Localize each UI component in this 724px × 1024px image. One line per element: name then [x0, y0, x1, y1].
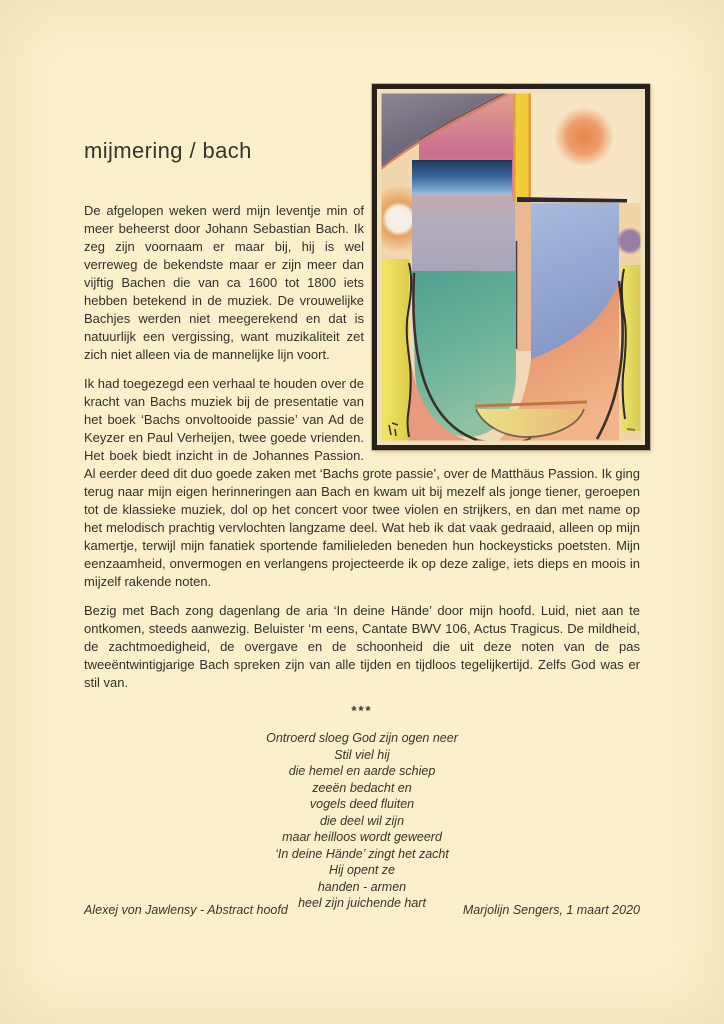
paragraph-intro: De afgelopen weken werd mijn leventje min of meer beheerst door Johann Sebastian Bach. Ik zeg zijn voornaam er maar bij, hij is wel verreweg de bekendste maar er zijn meer dan vijftig Bachen die van ca 1600 tot 1800 iets hebben betekend in de muziek. De vrouwelijke Bachjes werden niet meegerekend en dat is natuurlijk een vergissing, want muzikaliteit zet zich niet alleen via de mannelijke lijn voort. [84, 203, 364, 362]
poem-line: handen - armen [317, 879, 407, 894]
page-footer [84, 903, 640, 917]
page-title: mijmering / bach [84, 138, 252, 163]
poem-line: vogels deed fluiten [309, 797, 415, 811]
section-separator: *** [351, 703, 373, 718]
abstract-head-artwork [379, 91, 643, 443]
poem-line: Stil viel hij [334, 747, 390, 762]
poem-line: maar heilloos wordt geweerd [282, 830, 442, 844]
painting-abstract-head [372, 84, 650, 450]
caption-artwork: Alexej von Jawlensy - Abstract hoofd [84, 903, 288, 917]
caption-author-date: Marjolijn Sengers, 1 maart 2020 [462, 903, 640, 917]
poem-line: die hemel en aarde schiep [288, 764, 436, 778]
poem-line: ‘In deine Hände’ zingt het zacht [275, 846, 449, 861]
poem [84, 730, 640, 912]
paragraph-aria: Bezig met Bach zong dagenlang de aria ‘In deine Hände’ door mijn hoofd. Luid, niet aan te ontkomen, steeds aanwezig. Beluister ‘m eens, Cantate BWV 106, Actus Tragicus. De mildheid, de zachtmoedigheid, de overgave en de schoonheid die uit deze noten van de pas tweeëntwintigjarige Bach spreken zijn van alle tijden en tijdloos tegelijkertijd. Zelfs God was er stil van. [84, 603, 640, 690]
poem-line: Hij opent ze [328, 863, 395, 877]
poem-line: zeeën bedacht en [312, 780, 412, 795]
poem-line: die deel wil zijn [319, 813, 405, 828]
poem-line: Ontroerd sloeg God zijn ogen neer [266, 731, 458, 745]
paragraph-book: Ik had toegezegd een verhaal te houden over de kracht van Bachs muziek bij de presentatie van het boek ‘Bachs onvoltooide passie’ van Ad de Keyzer en Paul Verheijen, twee goede vrienden. Het boek biedt inzicht in de Johannes Passion. Al eerder deed dit duo goede zaken met ‘Bachs grote passie’, over de Matthäus Passion. Ik ging terug naar mijn eigen herinneringen aan Bach en kwam uit bij mezelf als jonge tiener, geroepen tot de klassieke muziek, dol op het concert voor twee violen en strijkers, en dan met name op het melodisch prachtig vervlochten langzame deel. Wat heb ik dat vaak gedraaid, alleen op mijn kamertje, terwijl mijn fanatiek sportende familieleden beneden hun hockeysticks poetsten. Mijn eenzaamheid, onvermogen en verlangens projecteerde ik op deze zalige, iets dieps en moois in mijzelf rakende noten. [84, 376, 640, 589]
poem-line: heel zijn juichende hart [298, 896, 426, 910]
